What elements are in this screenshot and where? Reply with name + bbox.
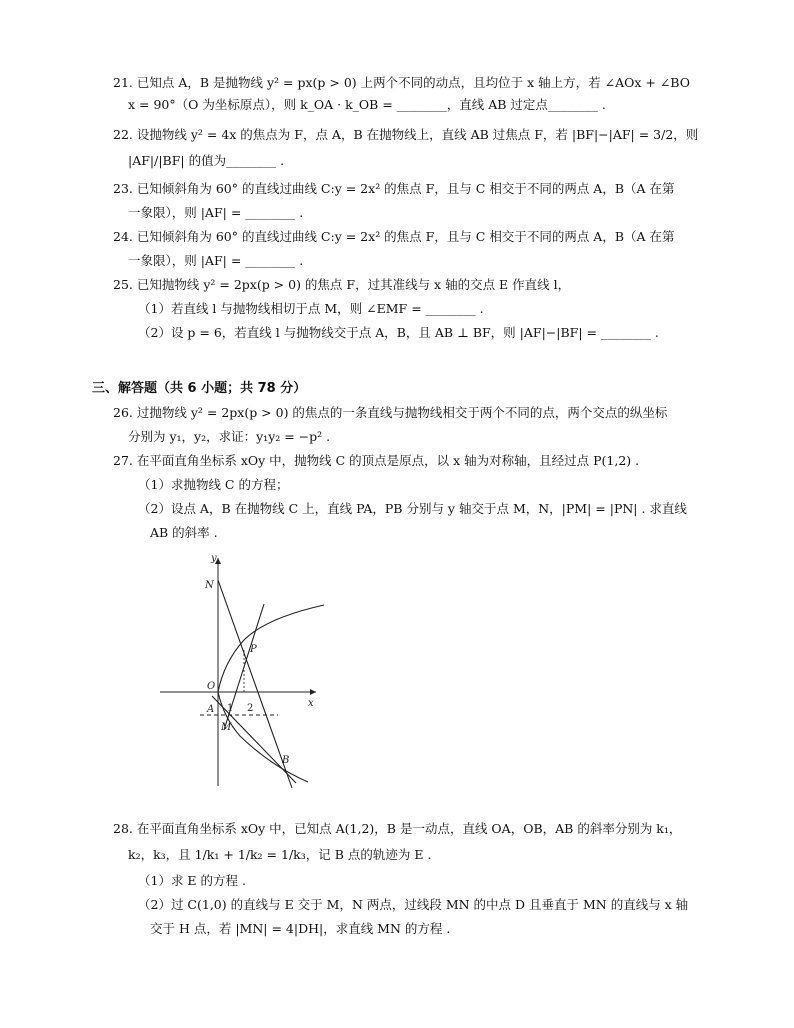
q25-part2: （2）设 p = 6，若直线 l 与抛物线交于点 A，B，且 AB ⊥ BF，则 |AF|−|BF| = ________ .: [138, 325, 659, 340]
q26-line1: 26. 过抛物线 y² = 2px(p > 0) 的焦点的一条直线与抛物线相交于两个不同的点，两个交点的纵坐标: [113, 405, 668, 420]
tick-1-label: 1: [227, 703, 234, 714]
q27-part2-line2: AB 的斜率 .: [150, 525, 218, 540]
q23-line2: 一象限），则 |AF| = ________ .: [128, 205, 304, 220]
q27-line1: 27. 在平面直角坐标系 xOy 中，抛物线 C 的顶点是原点，以 x 轴为对称轴，且经过点 P(1,2) .: [113, 453, 640, 468]
q25-line1: 25. 已知抛物线 y² = 2px(p > 0) 的焦点 F，过其准线与 x 轴的交点 E 作直线 l，: [113, 277, 571, 292]
point-m-label: M: [221, 722, 232, 733]
q21-line2: x = 90°（O 为坐标原点），则 k_OA · k_OB = ________，直线 AB 过定点________ .: [128, 97, 606, 112]
q28-part1: （1）求 E 的方程 .: [138, 873, 246, 888]
q28-part2-line1: （2）过 C(1,0) 的直线与 E 交于 M，N 两点，过线段 MN 的中点 D 且垂直于 MN 的直线与 x 轴: [138, 897, 689, 912]
line-ab: [212, 696, 296, 783]
section-heading: 三、解答题（共 6 小题；共 78 分）: [92, 381, 307, 396]
q24-line1: 24. 已知倾斜角为 60° 的直线过曲线 C:y = 2x² 的焦点 F，且与 C 相交于不同的两点 A，B（A 在第: [113, 229, 675, 244]
line-pb: [218, 580, 292, 788]
y-axis-label: y: [211, 553, 217, 564]
x-axis-arrow: [310, 689, 316, 695]
point-n-label: N: [205, 580, 214, 591]
q28-line2: k₂，k₃，且 1/k₁ + 1/k₂ = 1/k₃，记 B 点的轨迹为 E .: [128, 847, 432, 862]
point-p-label: P: [250, 644, 257, 655]
tick-2-label: 2: [247, 703, 254, 714]
point-b-label: B: [282, 755, 290, 766]
q23-line1: 23. 已知倾斜角为 60° 的直线过曲线 C:y = 2x² 的焦点 F，且与 C 相交于不同的两点 A，B（A 在第: [113, 181, 675, 196]
q22-line2: |AF|/|BF| 的值为________ .: [128, 153, 285, 168]
point-a-label: A: [207, 704, 215, 715]
q28-line1: 28. 在平面直角坐标系 xOy 中，已知点 A(1,2)，B 是一动点，直线 OA，OB，AB 的斜率分别为 k₁，: [113, 821, 682, 836]
x-axis-label: x: [308, 698, 314, 709]
parabola-figure: [156, 548, 331, 793]
parabola-curve: [218, 605, 324, 782]
q21-line1: 21. 已知点 A，B 是抛物线 y² = px(p > 0) 上两个不同的动点，且均位于 x 轴上方，若 ∠AOx + ∠BO: [113, 75, 690, 90]
q26-line2: 分别为 y₁，y₂，求证：y₁y₂ = −p² .: [128, 429, 331, 444]
origin-label: O: [207, 681, 216, 692]
q25-part1: （1）若直线 l 与抛物线相切于点 M，则 ∠EMF = ________ .: [138, 301, 484, 316]
q22-line1: 22. 设抛物线 y² = 4x 的焦点为 F，点 A，B 在抛物线上，直线 AB 过焦点 F，若 |BF|−|AF| = 3/2，则: [113, 127, 699, 142]
q27-part2-line1: （2）设点 A，B 在抛物线 C 上，直线 PA，PB 分别与 y 轴交于点 M，N，|PM| = |PN| . 求直线: [138, 501, 687, 516]
q28-part2-line2: 交于 H 点，若 |MN| = 4|DH|，求直线 MN 的方程 .: [150, 921, 451, 936]
q24-line2: 一象限），则 |AF| = ________ .: [128, 253, 304, 268]
q27-part1: （1）求抛物线 C 的方程；: [138, 477, 289, 492]
